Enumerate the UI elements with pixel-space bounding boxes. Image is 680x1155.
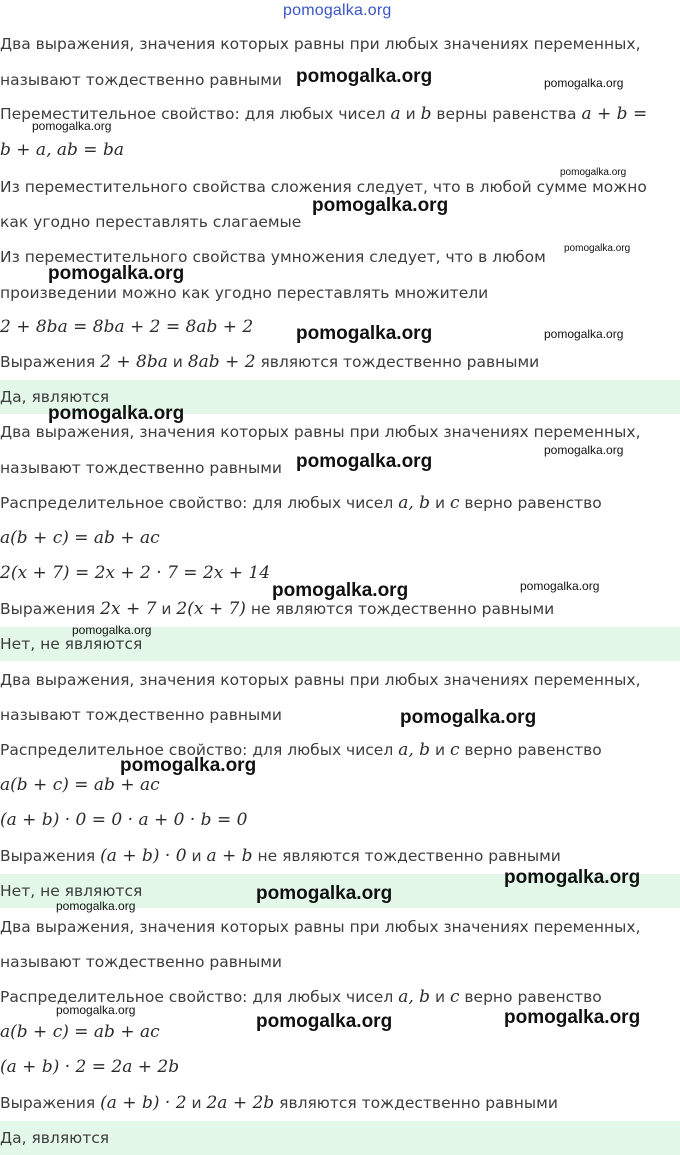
conclusion-line [0,351,680,373]
watermark: pomogalka.org [296,66,433,87]
distributive-property-line [0,739,680,761]
product-corollary-line-1: Из переместительного свойства умножения следует, что в любом [0,248,546,266]
text-fragment: Распределительное свойство: для любых чисел [0,741,399,759]
answer-box: Нет, не являются [0,627,680,661]
watermark: pomogalka.org [56,1003,136,1017]
definition-line-1: Два выражения, значения которых равны при любых значениях переменных, [0,35,641,53]
watermark: pomogalka.org [256,883,393,904]
calculation-line: 2(x + 7) = 2x + 2 · 7 = 2x + 14 [0,563,271,583]
watermark: pomogalka.org [272,580,409,601]
watermark: pomogalka.org [56,899,136,913]
watermark: pomogalka.org [560,167,627,178]
math-expression: 2(x + 7) [176,599,246,619]
calculation-line: (a + b) · 0 = 0 · a + 0 · b = 0 [0,810,248,830]
text-fragment: верно равенство [459,494,602,512]
text-fragment: и [186,1094,207,1112]
watermark: pomogalka.org [296,451,433,472]
text-fragment: Выражения [0,847,101,865]
sum-corollary-line-1: Из переместительного свойства сложения следует, что в любой сумме можно [0,178,647,196]
answer-box: Да, являются [0,1121,680,1155]
math-vars: a, b [398,987,431,1007]
watermark: pomogalka.org [504,1007,641,1028]
answer-box: Да, являются [0,380,680,414]
definition-line-2: называют тождественно равными [0,706,282,724]
text-fragment: и [167,353,188,371]
conclusion-line [0,845,680,867]
calculation-line: 2 + 8ba = 8ba + 2 = 8ab + 2 [0,317,254,337]
math-var: c [449,493,460,513]
text-fragment: Выражения [0,600,101,618]
text-fragment: не являются тождественно равными [252,847,561,865]
math-expression: a + b [206,846,253,866]
watermark: pomogalka.org [400,707,537,728]
text-fragment: и [430,494,450,512]
watermark: pomogalka.org [120,755,257,776]
text-fragment: Распределительное свойство: для любых чисел [0,988,399,1006]
watermark: pomogalka.org [296,323,433,344]
distributive-formula: a(b + c) = ab + ac [0,1022,160,1042]
math-var: c [449,740,460,760]
text-fragment: и [430,988,450,1006]
math-var: c [449,987,460,1007]
definition-line-2: называют тождественно равными [0,71,282,89]
sum-corollary-line-2: как угодно переставлять слагаемые [0,213,302,231]
commutative-formula-line: b + a, ab = ba [0,140,124,160]
watermark: pomogalka.org [72,623,152,637]
distributive-formula: a(b + c) = ab + ac [0,528,160,548]
math-expression: (a + b) · 0 [100,846,187,866]
answer-box: Нет, не являются [0,874,680,908]
text-fragment: Выражения [0,1094,101,1112]
text-fragment: являются тождественно равными [274,1094,558,1112]
math-vars: a, b [398,493,431,513]
watermark: pomogalka.org [48,403,185,424]
text-fragment: верно равенство [459,988,602,1006]
text-fragment: верно равенство [459,741,602,759]
text-fragment: являются тождественно равными [255,353,540,371]
calculation-line: (a + b) · 2 = 2a + 2b [0,1057,180,1077]
watermark: pomogalka.org [504,867,641,888]
text-fragment: Выражения [0,353,101,371]
definition-line-1: Два выражения, значения которых равны при любых значениях переменных, [0,671,641,689]
definition-line-1: Два выражения, значения которых равны при любых значениях переменных, [0,423,641,441]
definition-line-2: называют тождественно равными [0,953,282,971]
watermark: pomogalka.org [312,195,449,216]
text-fragment: Распределительное свойство: для любых чисел [0,494,399,512]
watermark: pomogalka.org [544,76,624,90]
math-expression: 2a + 2b [206,1093,275,1113]
top-watermark: pomogalka.org [283,2,392,19]
definition-line-1: Два выражения, значения которых равны при любых значениях переменных, [0,918,641,936]
watermark: pomogalka.org [564,243,631,254]
text-fragment: и [186,847,207,865]
math-var: a [390,104,401,124]
watermark: pomogalka.org [32,119,112,133]
watermark: pomogalka.org [544,443,624,457]
text-fragment: не являются тождественно равными [245,600,555,618]
watermark: pomogalka.org [256,1011,393,1032]
product-corollary-line-2: произведении можно как угодно переставлять множители [0,284,489,302]
math-vars: a, b [398,740,431,760]
text-fragment: и [156,600,177,618]
math-var: b [420,104,432,124]
math-expression: 2x + 7 [100,599,157,619]
text-fragment: верны равенства [431,105,582,123]
math-formula: a + b = [581,104,648,124]
text-fragment: Переместительное свойство: для любых чисел [0,105,391,123]
conclusion-line [0,1092,680,1114]
watermark: pomogalka.org [520,579,600,593]
definition-line-2: называют тождественно равными [0,459,282,477]
distributive-formula: a(b + c) = ab + ac [0,775,160,795]
text-fragment: и [400,105,421,123]
text-fragment: и [430,741,450,759]
math-expression: 8ab + 2 [187,352,256,372]
math-expression: 2 + 8ba [100,352,168,372]
math-expression: (a + b) · 2 [100,1093,187,1113]
distributive-property-line [0,492,680,514]
watermark: pomogalka.org [544,327,624,341]
watermark: pomogalka.org [48,263,185,284]
